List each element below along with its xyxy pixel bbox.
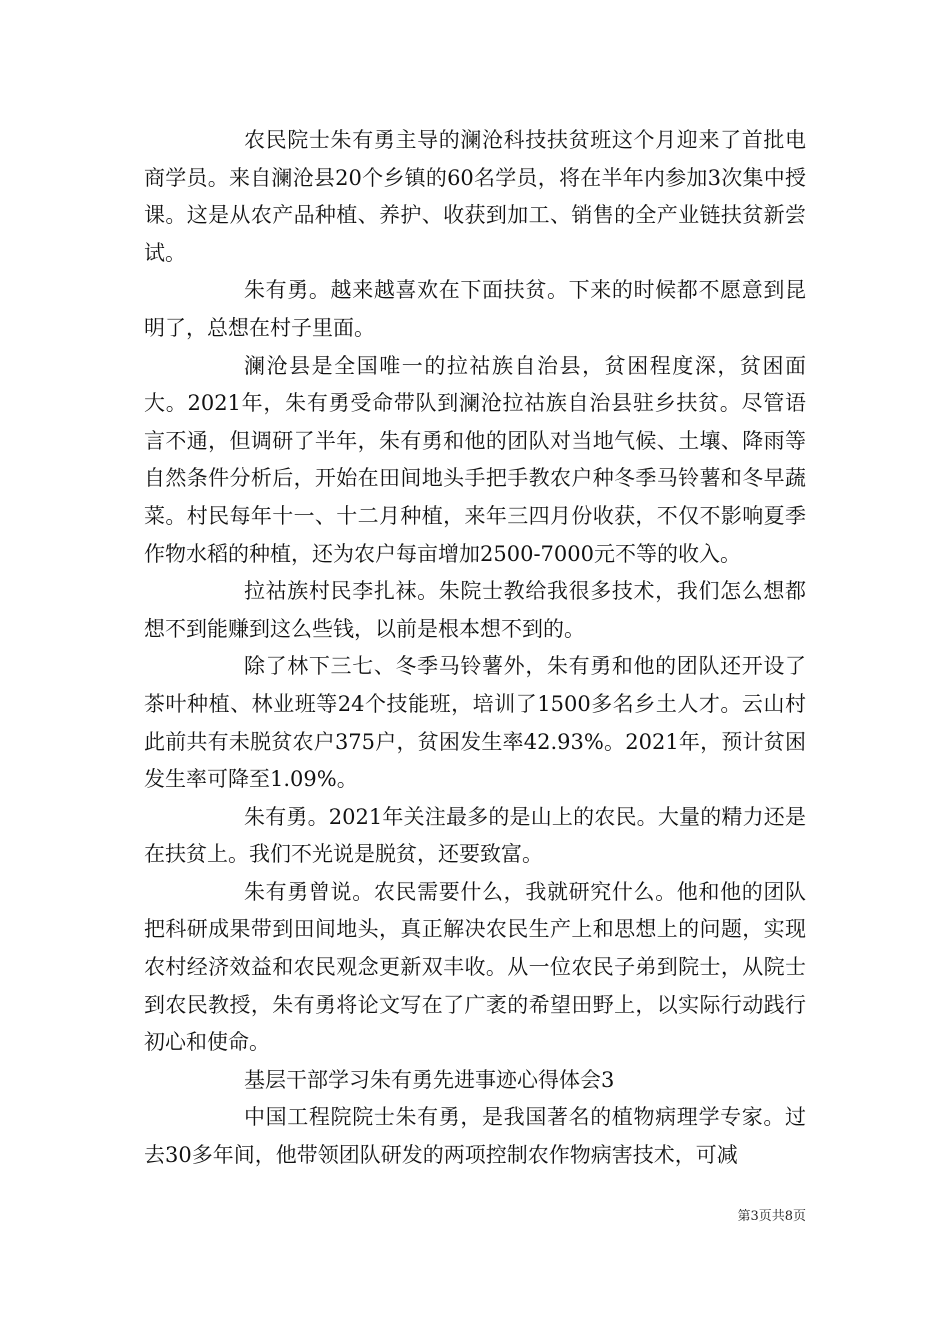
paragraph-academician-intro: 中国工程院院士朱有勇，是我国著名的植物病理学专家。过去30多年间，他带领团队研发的两项控制农作物病害技术，可减 bbox=[144, 1105, 806, 1168]
paragraph-zhu-quote-2: 朱有勇。2021年关注最多的是山上的农民。大量的精力还是在扶贫上。我们不光说是脱贫，还要致富。 bbox=[144, 804, 806, 867]
paragraph-skills-training: 除了林下三七、冬季马铃薯外，朱有勇和他的团队还开设了茶叶种植、林业班等24个技能班，培训了1500多名乡土人才。云山村此前共有未脱贫农户375户，贫困发生率42.93%。2021年，预计贫困发生率可降至1.09%。 bbox=[144, 654, 806, 792]
paragraph-zhu-motto: 朱有勇曾说。农民需要什么，我就研究什么。他和他的团队把科研成果带到田间地头，真正解决农民生产上和思想上的问题，实现农村经济效益和农民观念更新双丰收。从一位农民子弟到院士，从院士到农民教授，朱有勇将论文写在了广袤的希望田野上，以实际行动践行初心和使命。 bbox=[144, 879, 806, 1055]
paragraph-villager-quote: 拉祜族村民李扎袜。朱院士教给我很多技术，我们怎么想都想不到能赚到这么些钱，以前是根本想不到的。 bbox=[144, 579, 806, 641]
page-number-footer: 第3页共8页 bbox=[737, 1209, 806, 1224]
paragraph-lancang-county: 澜沧县是全国唯一的拉祜族自治县，贫困程度深，贫困面大。2021年，朱有勇受命带队到澜沧拉祜族自治县驻乡扶贫。尽管语言不通，但调研了半年，朱有勇和他的团队对当地气候、土壤、降雨等自然条件分析后，开始在田间地头手把手教农户种冬季马铃薯和冬早蔬菜。村民每年十一、十二月种植，来年三四月份收获，不仅不影响夏季作物水稻的种植，还为农户每亩增加2500-7000元不等的收入。 bbox=[144, 353, 806, 566]
document-body bbox=[144, 122, 806, 1175]
paragraph-ecommerce-class: 农民院士朱有勇主导的澜沧科技扶贫班这个月迎来了首批电商学员。来自澜沧县20个乡镇的60名学员，将在半年内参加3次集中授课。这是从农产品种植、养护、收获到加工、销售的全产业链扶贫新尝试。 bbox=[144, 128, 806, 265]
paragraph-zhu-quote-1: 朱有勇。越来越喜欢在下面扶贫。下来的时候都不愿意到昆明了，总想在村子里面。 bbox=[144, 278, 806, 340]
section-heading: 基层干部学习朱有勇先进事迹心得体会3 bbox=[244, 1067, 615, 1092]
